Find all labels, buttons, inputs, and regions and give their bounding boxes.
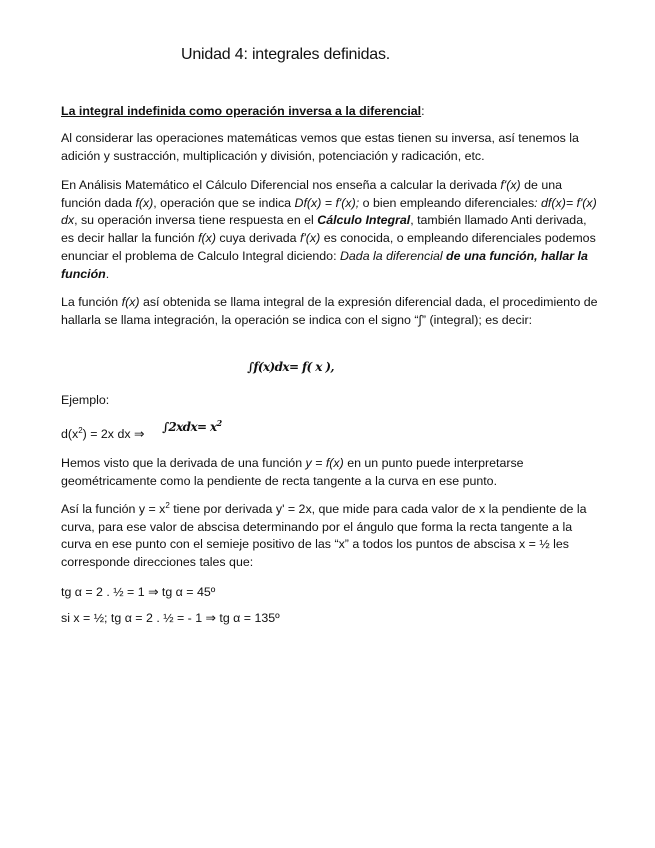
paragraph-derivative: [61, 455, 601, 490]
text-run: , su operación inversa tiene respuesta en el: [74, 213, 318, 228]
heading-label: La integral indefinida como operación inversa a la diferencial: [61, 104, 422, 118]
emphasis-run: Dada la diferencial: [339, 248, 447, 263]
paragraph-calculus: [61, 177, 601, 283]
text-run: , operación que se indica: [153, 195, 295, 210]
text-run: .: [105, 266, 110, 281]
document-title: Unidad 4: integrales definidas.: [181, 46, 391, 63]
math-run: f'(x): [299, 231, 321, 246]
integral-formula: ∫f(x)dx= f( x ),: [247, 360, 335, 374]
math-run: f(x): [121, 295, 140, 309]
text-run: en un punto puede interpretarse geométricamente como la pendiente de recta tangente a la curva en ese punto.: [61, 456, 524, 488]
exponent: 2: [165, 501, 170, 510]
text-run: ) = 2x dx ⇒: [82, 427, 145, 441]
text-run: , también llamado Anti derivada, es decir hallar la función: [61, 213, 587, 246]
emphasis-run: Cálculo Integral: [317, 213, 411, 228]
heading-colon: :: [421, 104, 425, 118]
text-run: En Análisis Matemático el Cálculo Diferencial nos enseña a calcular la derivada: [61, 178, 501, 192]
text-run: ” (integral); es decir:: [421, 312, 533, 327]
math-run: y = f(x): [305, 456, 344, 470]
text-run: Hemos visto que la derivada de una función: [61, 456, 306, 470]
formula-run: ∫2xdx= x: [162, 420, 217, 434]
example-label: Ejemplo:: [61, 393, 110, 407]
tangent-equation-1: tg α = 2 . ½ = 1 ⇒ tg α = 45º: [61, 585, 216, 599]
text-run: Así la función y = x: [61, 502, 166, 516]
section-heading: [61, 103, 601, 121]
text-run: tiene por derivada y' = 2x, que mide para cada valor de x la pendiente de la curva, para ese valor de abscisa determinando por el ángulo que forma la recta tangente a la curva en ese punto con el semieje positivo de las “x” a todos los puntos de abscisa x = ½ les corresponde direcciones tales que:: [61, 502, 587, 570]
emphasis-run: de una función, hallar la función: [61, 248, 588, 281]
text-run: así obtenida se llama integral de la expresión diferencial dada, el procedimiento de hallarla se llama integración, la operación se indica con el signo “: [61, 295, 598, 327]
paragraph-slope: [61, 501, 601, 572]
math-run: f'(x): [500, 178, 521, 192]
math-run: f(x): [135, 195, 154, 210]
example-differential: [61, 426, 144, 441]
example-integral-formula: [162, 420, 222, 434]
exponent: 2: [216, 418, 222, 428]
text-run: o bien empleando diferenciales: [359, 195, 535, 210]
text-run: es conocida, o empleando diferenciales podemos enunciar el problema de Calculo Integral diciendo:: [61, 231, 596, 263]
math-run: f(x): [198, 231, 216, 246]
text-run: La función: [61, 295, 122, 309]
integral-sign: ∫: [418, 312, 422, 327]
exponent: 2: [78, 426, 83, 435]
math-run: : df(x)= f'(x) dx: [61, 195, 597, 228]
math-run: Df(x) = f'(x);: [294, 195, 360, 210]
paragraph-operations: Al considerar las operaciones matemáticas vemos que estas tienen su inversa, así tenemos la adición y sustracción, multiplicación y división, potenciación y radicación, etc.: [61, 131, 579, 163]
text-run: cuya derivada: [215, 231, 300, 246]
paragraph-integration: [61, 294, 601, 329]
tangent-equation-2: si x = ½; tg α = 2 . ½ = - 1 ⇒ tg α = 135º: [61, 611, 280, 625]
text-run: de una función dada: [61, 178, 563, 210]
text-run: d(x: [61, 427, 79, 441]
